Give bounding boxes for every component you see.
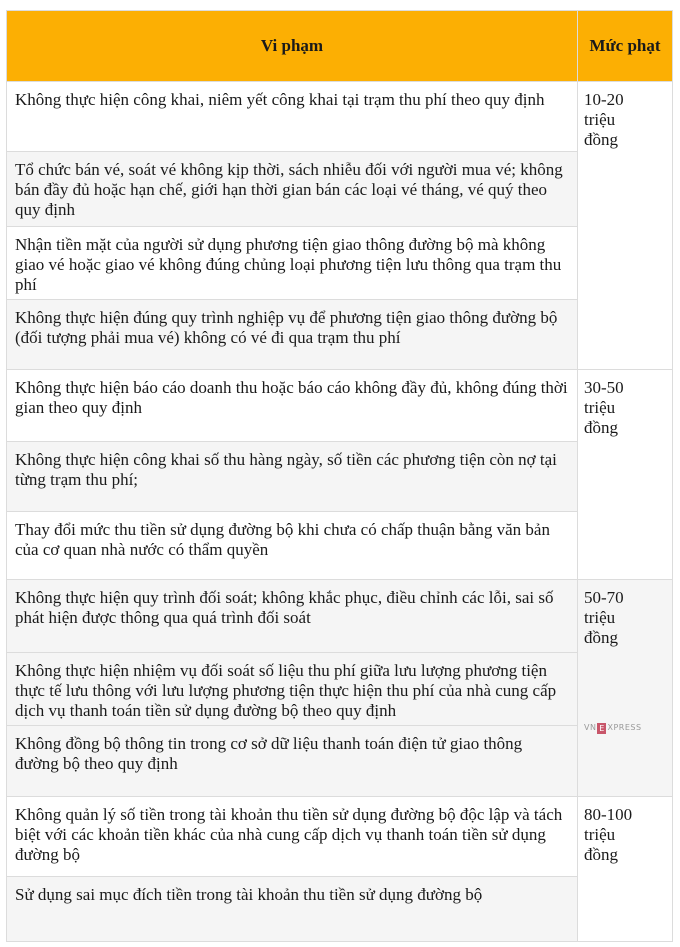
violation-cell: Nhận tiền mặt của người sử dụng phương tiện giao thông đường bộ mà không giao vé hoặc giao vé không đúng chủng loại phương tiện lưu thông qua trạm thu phí (7, 227, 578, 300)
violation-cell: Không thực hiện báo cáo doanh thu hoặc báo cáo không đầy đủ, không đúng thời gian theo quy định (7, 370, 578, 442)
table-row (7, 726, 673, 797)
violation-cell: Không thực hiện nhiệm vụ đối soát số liệu thu phí giữa lưu lượng phương tiện thực tế lưu thông với lưu lượng phương tiện thực hiện thu phí của nhà cung cấp dịch vụ thanh toán tiền sử dụng đường bộ theo quy định (7, 653, 578, 726)
header-penalty: Mức phạt (578, 11, 673, 82)
penalty-currency: đồng (584, 845, 618, 864)
table-row (7, 152, 673, 227)
table-row (7, 653, 673, 726)
violation-cell: Không thực hiện quy trình đối soát; không khắc phục, điều chỉnh các lỗi, sai số phát hiện được thông qua quá trình đối soát (7, 580, 578, 653)
table-row (7, 370, 673, 442)
violation-cell: Sử dụng sai mục đích tiền trong tài khoản thu tiền sử dụng đường bộ (7, 877, 578, 942)
table-row (7, 877, 673, 942)
logo-text-xpress: XPRESS (607, 723, 642, 732)
penalty-cell (578, 580, 673, 797)
table-row (7, 797, 673, 877)
penalty-unit: triệu (584, 825, 616, 844)
table-row (7, 82, 673, 152)
penalty-currency: đồng (584, 418, 618, 437)
violation-cell: Thay đổi mức thu tiền sử dụng đường bộ khi chưa có chấp thuận bằng văn bản của cơ quan nhà nước có thẩm quyền (7, 512, 578, 580)
logo-text-e: E (599, 723, 605, 733)
violation-cell: Không quản lý số tiền trong tài khoản thu tiền sử dụng đường bộ độc lập và tách biệt với các khoản tiền khác của nhà cung cấp dịch vụ thanh toán tiền sử dụng đường bộ (7, 797, 578, 877)
penalty-amount: 50-70 (584, 588, 624, 607)
penalty-currency: đồng (584, 130, 618, 149)
table-header (7, 11, 673, 82)
violation-cell: Không thực hiện công khai số thu hàng ngày, số tiền các phương tiện còn nợ tại từng trạm thu phí; (7, 442, 578, 512)
vnexpress-watermark-logo (584, 718, 664, 738)
penalty-unit: triệu (584, 608, 616, 627)
table-row (7, 512, 673, 580)
penalty-cell (578, 82, 673, 370)
header-violation: Vi phạm (7, 11, 578, 82)
penalty-amount: 80-100 (584, 805, 633, 824)
penalty-amount: 30-50 (584, 378, 624, 397)
penalty-unit: triệu (584, 398, 616, 417)
penalty-cell (578, 370, 673, 580)
violation-cell: Không đồng bộ thông tin trong cơ sở dữ liệu thanh toán điện tử giao thông đường bộ theo quy định (7, 726, 578, 797)
penalty-cell (578, 797, 673, 942)
penalty-unit: triệu (584, 110, 616, 129)
table-row (7, 227, 673, 300)
table-row (7, 300, 673, 370)
penalty-table (6, 10, 673, 942)
penalty-amount: 10-20 (584, 90, 624, 109)
logo-text-vn: VN (584, 723, 597, 732)
table-row (7, 442, 673, 512)
violation-cell: Không thực hiện đúng quy trình nghiệp vụ để phương tiện giao thông đường bộ (đối tượng phải mua vé) không có vé đi qua trạm thu phí (7, 300, 578, 370)
violation-cell: Tổ chức bán vé, soát vé không kịp thời, sách nhiễu đối với người mua vé; không bán đầy đủ hoặc hạn chế, giới hạn thời gian bán các loại vé tháng, vé quý theo quy định (7, 152, 578, 227)
table-row (7, 580, 673, 653)
violation-cell: Không thực hiện công khai, niêm yết công khai tại trạm thu phí theo quy định (7, 82, 578, 152)
penalty-currency: đồng (584, 628, 618, 647)
